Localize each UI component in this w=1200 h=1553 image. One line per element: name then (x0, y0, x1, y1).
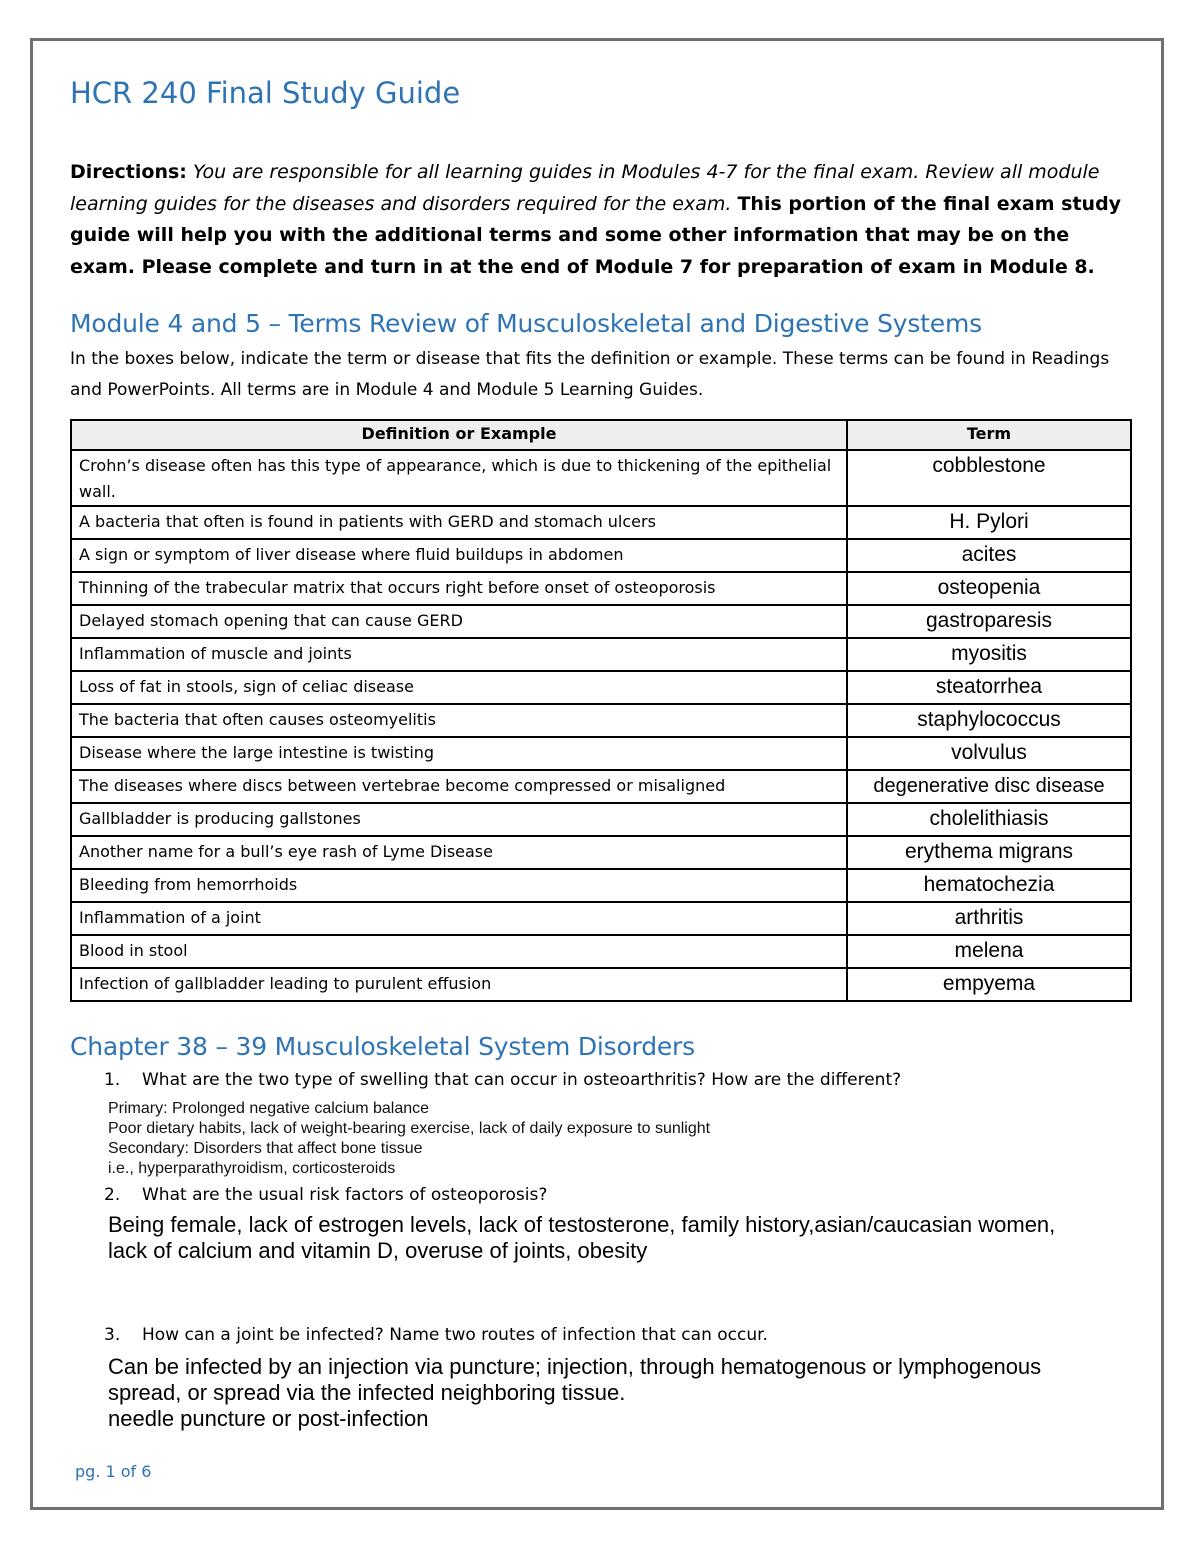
term-cell: erythema migrans (847, 836, 1131, 869)
table-row (71, 968, 1131, 1001)
term-cell: degenerative disc disease (847, 770, 1131, 803)
term-cell: hematochezia (847, 869, 1131, 902)
page-title: HCR 240 Final Study Guide (70, 76, 461, 110)
table-row (71, 803, 1131, 836)
term-cell: acites (847, 539, 1131, 572)
term-cell: cobblestone (847, 450, 1131, 506)
table-row (71, 902, 1131, 935)
definition-cell: Delayed stomach opening that can cause GERD (71, 605, 847, 638)
definition-cell: A bacteria that often is found in patients with GERD and stomach ulcers (71, 506, 847, 539)
definition-cell: Disease where the large intestine is twisting (71, 737, 847, 770)
section1-intro: In the boxes below, indicate the term or disease that fits the definition or example. These terms can be found in Readings and PowerPoints. All terms are in Module 4 and Module 5 Learning Guides. (70, 349, 1110, 400)
term-cell: osteopenia (847, 572, 1131, 605)
header-term: Term (847, 420, 1131, 450)
question-3 (104, 1325, 768, 1345)
term-cell: myositis (847, 638, 1131, 671)
terms-table (70, 419, 1132, 1002)
answer-1-line: i.e., hyperparathyroidism, corticosteroids (108, 1160, 396, 1177)
answer-2-line: Being female, lack of estrogen levels, lack of testosterone, family history,asian/caucasian women, (108, 1212, 1056, 1237)
term-cell: melena (847, 935, 1131, 968)
definition-cell: Crohn’s disease often has this type of appearance, which is due to thickening of the epithelial wall. (71, 450, 847, 506)
answer-3-line: Can be infected by an injection via puncture; injection, through hematogenous or lymphogenous (108, 1354, 1042, 1379)
question-2-number: 2. (104, 1185, 121, 1205)
term-cell: volvulus (847, 737, 1131, 770)
directions-paragraph (70, 157, 1130, 283)
answer-2 (108, 1212, 1148, 1264)
question-3-number: 3. (104, 1325, 121, 1345)
term-cell: cholelithiasis (847, 803, 1131, 836)
answer-1-line: Primary: Prolonged negative calcium balance (108, 1100, 430, 1117)
definition-cell: The bacteria that often causes osteomyelitis (71, 704, 847, 737)
definition-cell: Loss of fat in stools, sign of celiac disease (71, 671, 847, 704)
question-2-text: What are the usual risk factors of osteoporosis? (142, 1185, 548, 1205)
definition-cell: Infection of gallbladder leading to purulent effusion (71, 968, 847, 1001)
definition-cell: Inflammation of a joint (71, 902, 847, 935)
answer-3-line: spread, or spread via the infected neighboring tissue. (108, 1380, 626, 1405)
term-cell: H. Pylori (847, 506, 1131, 539)
table-row (71, 935, 1131, 968)
definition-cell: Gallbladder is producing gallstones (71, 803, 847, 836)
question-3-text: How can a joint be infected? Name two routes of infection that can occur. (142, 1325, 768, 1345)
answer-3-line: needle puncture or post-infection (108, 1406, 429, 1431)
table-row (71, 506, 1131, 539)
table-row (71, 572, 1131, 605)
definition-cell: The diseases where discs between vertebrae become compressed or misaligned (71, 770, 847, 803)
section1-heading-text: Module 4 and 5 – Terms Review of Musculoskeletal and Digestive Systems (70, 309, 982, 338)
term-cell: arthritis (847, 902, 1131, 935)
definition-cell: Inflammation of muscle and joints (71, 638, 847, 671)
question-2 (104, 1185, 547, 1205)
page-number: pg. 1 of 6 (75, 1462, 152, 1481)
term-cell: steatorrhea (847, 671, 1131, 704)
answer-1-line: Secondary: Disorders that affect bone tissue (108, 1140, 423, 1157)
section1-heading (70, 309, 982, 338)
directions-italic-text: You are responsible for all learning guides in Modules 4-7 for the final exam. Review all module learning guides for the diseases and disorders required for the exam. (70, 161, 1100, 215)
answer-3 (108, 1354, 1148, 1432)
directions-bold-text: This portion of the final exam study guide will help you with the additional terms and some other information that may be on the exam. Please complete and turn in at the end of Module 7 for preparation of exam in Module 8. (70, 192, 1122, 278)
definition-cell: Blood in stool (71, 935, 847, 968)
table-row (71, 605, 1131, 638)
table-row (71, 539, 1131, 572)
header-definition: Definition or Example (71, 420, 847, 450)
question-1-text: What are the two type of swelling that can occur in osteoarthritis? How are the different? (142, 1070, 902, 1090)
table-row (71, 737, 1131, 770)
table-row (71, 671, 1131, 704)
definition-cell: Thinning of the trabecular matrix that occurs right before onset of osteoporosis (71, 572, 847, 605)
directions-label: Directions: (70, 161, 187, 183)
answer-1 (108, 1099, 710, 1179)
table-header-row (71, 420, 1131, 450)
question-1-number: 1. (104, 1070, 121, 1090)
table-row (71, 836, 1131, 869)
definition-cell: Another name for a bull’s eye rash of Lyme Disease (71, 836, 847, 869)
table-row (71, 450, 1131, 506)
section2-heading (70, 1032, 695, 1061)
table-row (71, 770, 1131, 803)
question-1 (104, 1070, 901, 1090)
answer-2-line: lack of calcium and vitamin D, overuse of joints, obesity (108, 1238, 648, 1263)
term-cell: gastroparesis (847, 605, 1131, 638)
table-row (71, 869, 1131, 902)
definition-cell: A sign or symptom of liver disease where fluid buildups in abdomen (71, 539, 847, 572)
answer-1-line: Poor dietary habits, lack of weight-bearing exercise, lack of daily exposure to sunlight (108, 1120, 711, 1137)
definition-cell: Bleeding from hemorrhoids (71, 869, 847, 902)
term-cell: staphylococcus (847, 704, 1131, 737)
table-row (71, 638, 1131, 671)
term-cell: empyema (847, 968, 1131, 1001)
section2-heading-text: Chapter 38 – 39 Musculoskeletal System Disorders (70, 1032, 695, 1061)
table-row (71, 704, 1131, 737)
